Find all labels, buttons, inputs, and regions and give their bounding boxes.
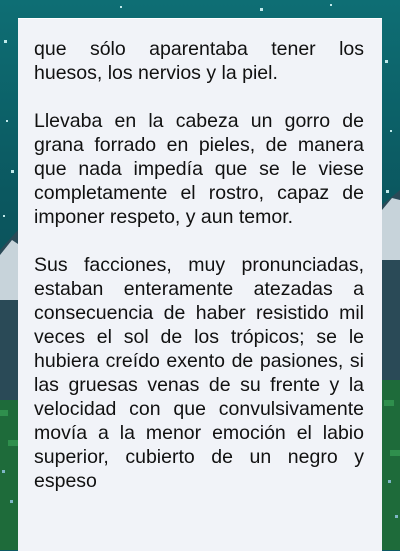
reading-text [34,37,364,493]
paragraph-3: Sus facciones, muy pronunciadas, estaban enteramente atezadas a consecuencia de haber resistido mil veces el sol de los trópicos; se le hubiera creído exento de pasiones, si las gruesas venas de su frente y la velocidad con que convulsivamente movía a la menor emoción el labio superior, cubierto de un negro y espeso [34,254,364,492]
paragraph-2: Llevaba en la cabeza un gorro de grana forrado en pieles, de manera que nada impedía que se le viese completamente el rostro, capaz de imponer respeto, y aun temor. [34,110,364,228]
paragraph-1: que sólo aparentaba tener los huesos, los nervios y la piel. [34,38,364,84]
